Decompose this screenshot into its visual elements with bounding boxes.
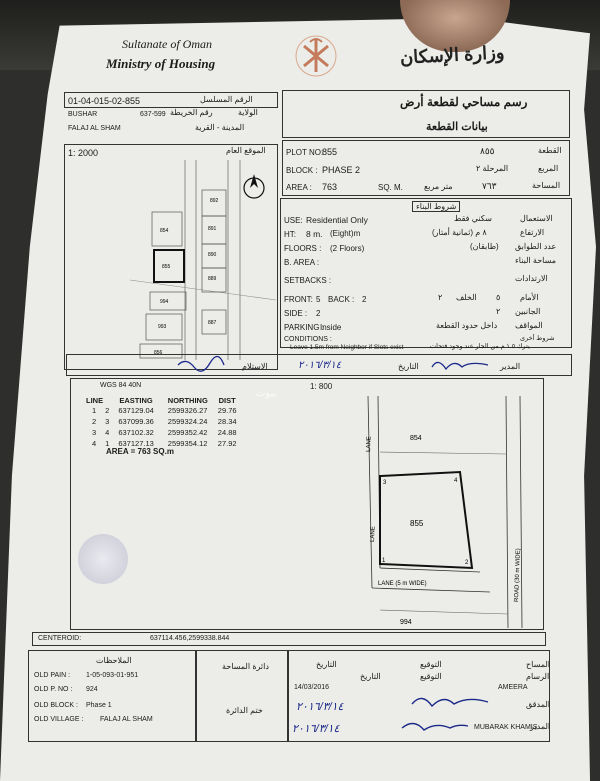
conditions-label: CONDITIONS : — [284, 336, 332, 343]
manager-label-ar: المدير — [500, 362, 521, 371]
location-plan-map — [130, 160, 276, 360]
col-easting: EASTING — [119, 396, 153, 405]
plot-854-label: 854 — [410, 435, 422, 442]
handwritten-date: ٢٠١٦/٣/١٤ — [298, 360, 342, 371]
front-label-ar: الأمام — [520, 293, 539, 302]
cell: 2599352.42 — [167, 428, 208, 437]
floors-label-ar: عدد الطوابق — [515, 242, 557, 251]
use-value: Residential Only — [306, 215, 368, 225]
back-label-ar: الخلف — [456, 293, 477, 302]
coordinates-table — [86, 396, 241, 449]
cell: 637099.36 — [118, 417, 154, 426]
height-label: HT: — [284, 230, 296, 239]
old-pno: 924 — [86, 686, 98, 693]
corner-3-label: 3 — [383, 480, 387, 486]
checker-label-ar: المدقق — [526, 700, 550, 709]
location-plot-label: 993 — [158, 324, 167, 330]
conditions-ar: يترك ١.٥ م من الجار عند وجود فتحات — [430, 343, 530, 350]
corner-4-label: 4 — [454, 478, 458, 484]
cell: 3 — [105, 417, 110, 426]
use-ar: سكني فقط — [454, 214, 492, 223]
seal-label-ar: ختم الدائرة — [226, 706, 263, 715]
floors-ar: (طابقان) — [470, 242, 499, 251]
serial-number: 01-04-015-02-855 — [68, 96, 141, 106]
org-line-2: Ministry of Housing — [106, 56, 216, 71]
area-unit-ar: متر مربع — [424, 182, 453, 191]
conditions-value: Leave 1.5m from Neighbor if Slots exist — [290, 344, 404, 351]
plot-no-label-ar: القطعة — [538, 146, 562, 155]
area-label: AREA : — [286, 183, 312, 192]
cell: 2599354.12 — [167, 439, 208, 448]
wilaya-ar: الولاية — [238, 108, 258, 117]
surveyor-sign-ar: التوقيع — [420, 660, 442, 669]
parking-label-ar: المواقف — [515, 321, 543, 330]
village-ar: المدينة - القرية — [195, 123, 245, 132]
survey-plot-drawing — [330, 392, 540, 628]
drafter-name: AMEERA — [498, 684, 528, 691]
cell: 2 — [105, 406, 110, 415]
handwritten-date-2: ٢٠١٦/٣/١٤ — [292, 723, 340, 735]
lane-bottom-label: LANE (5 m WIDE) — [378, 581, 427, 587]
location-plot-label: 889 — [208, 276, 217, 282]
area-value: 763 — [322, 182, 338, 192]
old-block-label: OLD BLOCK : — [34, 702, 78, 709]
block-ar: المرحلة ٢ — [476, 164, 509, 173]
notes-title-ar: الملاحظات — [96, 656, 132, 665]
location-plan-scale: 1: 2000 — [68, 148, 99, 158]
watermark-text: بيوت — [256, 388, 277, 399]
parking-value: Inside — [320, 323, 342, 332]
map-ref-ar: رقم الخريطة — [170, 108, 213, 117]
table-header-row — [86, 396, 241, 405]
location-plan-title-ar: الموقع العام — [226, 146, 266, 155]
serial-label-ar: الرقم المسلسل — [200, 95, 253, 104]
manager-name: MUBARAK KHAMIS — [474, 724, 538, 731]
road-label: ROAD (30 m WIDE) — [514, 548, 522, 603]
table-row — [86, 427, 241, 438]
height-value: 8 m. — [306, 229, 323, 239]
surveyor-label-ar: المساح — [526, 660, 551, 669]
location-plot-label: 854 — [160, 228, 169, 234]
manager-label-ar-bottom: المدير — [530, 722, 551, 731]
back-label: BACK : — [328, 295, 355, 304]
location-plot-label: 890 — [208, 252, 217, 258]
ministry-arabic-logo: وزارة الإسكان — [399, 42, 505, 68]
checker-signature — [410, 690, 490, 714]
block-label: BLOCK : — [286, 166, 318, 175]
handwritten-signature-1 — [176, 355, 226, 373]
old-pno-label: OLD P. NO : — [34, 686, 73, 693]
cell: 637127.13 — [118, 439, 154, 448]
old-village-label: OLD VILLAGE : — [34, 716, 84, 723]
area-unit: SQ. M. — [378, 183, 403, 192]
floors-label: FLOORS : — [284, 244, 322, 253]
plot-no: 855 — [322, 147, 338, 157]
col-northing: NORTHING — [167, 396, 208, 405]
old-village: FALAJ AL SHAM — [100, 716, 153, 723]
cell: 1 — [92, 406, 97, 415]
conditions-title-ar: شروط البناء — [412, 201, 460, 212]
back-value: 2 — [362, 295, 367, 304]
height-words: (Eight)m — [330, 229, 361, 238]
datum-label: WGS 84 40N — [100, 382, 142, 389]
use-label: USE: — [284, 216, 303, 225]
lane-top-label: LANE — [366, 436, 373, 453]
drafter-date: 14/03/2016 — [294, 684, 330, 691]
location-plot-label: 856 — [154, 350, 163, 356]
survey-scale: 1: 800 — [310, 382, 333, 391]
col-line: LINE — [86, 396, 104, 405]
plot-no-label: PLOT NO: — [286, 148, 324, 157]
height-ar: ٨ م (ثمانية أمتار) — [432, 228, 487, 237]
parking-ar: داخل حدود القطعة — [436, 321, 498, 330]
survey-circle-ar: دائرة المساحة — [222, 662, 269, 671]
location-plot-label: 994 — [160, 299, 169, 305]
map-ref: 637-599 — [140, 111, 166, 118]
corner-2-label: 2 — [465, 560, 469, 566]
building-area-label: B. AREA : — [284, 258, 320, 267]
cell: 637102.32 — [118, 428, 154, 437]
front-label: FRONT: — [284, 295, 313, 304]
col-dist: DIST — [218, 396, 236, 405]
holographic-seal — [78, 534, 128, 584]
cell: 28.34 — [217, 417, 237, 426]
plot-855-boundary — [380, 472, 472, 568]
conditions-label-ar: شروط أخرى — [520, 335, 555, 342]
title-ar: رسم مساحي لقطعة أرض — [400, 95, 528, 109]
table-row — [86, 416, 241, 427]
cell: 637129.04 — [118, 406, 154, 415]
cell: 4 — [92, 439, 97, 448]
side-label-ar: الجانبين — [515, 307, 541, 316]
location-plot-label: 892 — [210, 198, 219, 204]
old-pain: 1-05-093-01-951 — [86, 672, 139, 679]
cell: 3 — [92, 428, 97, 437]
old-block: Phase 1 — [86, 702, 112, 709]
cell: 2599326.27 — [167, 406, 208, 415]
setbacks-label-ar: الارتدادات — [515, 274, 548, 283]
location-plot-label: 887 — [208, 320, 217, 326]
side-label: SIDE : — [284, 309, 308, 318]
use-label-ar: الاستعمال — [520, 214, 553, 223]
lane-left-label: LANE — [370, 526, 377, 543]
centroid-label: CENTEROID: — [38, 635, 82, 642]
centroid-box — [32, 632, 546, 646]
wilaya-en: BUSHAR — [68, 111, 98, 118]
back-ar: ٢ — [438, 293, 443, 302]
front-ar: ٥ — [496, 293, 501, 302]
table-row — [86, 405, 241, 416]
cell: 2599324.24 — [167, 417, 208, 426]
old-pain-label: OLD PAIN : — [34, 672, 71, 679]
north-arrow-icon — [244, 174, 264, 198]
cell: 24.88 — [217, 428, 237, 437]
plot-no-ar: ٨٥٥ — [480, 146, 495, 156]
cell: 2 — [92, 417, 97, 426]
handwritten-signature-2 — [430, 355, 490, 375]
cell: 27.92 — [217, 439, 237, 448]
corner-1-label: 1 — [382, 558, 386, 564]
drafter-sign-ar: التوقيع — [420, 672, 442, 681]
cell: 29.76 — [217, 406, 237, 415]
handwritten-date-1: ٢٠١٦/٣/١٤ — [296, 701, 344, 713]
manager-signature — [400, 716, 470, 736]
drafter-date-ar: التاريخ — [360, 672, 381, 681]
area-label-ar: المساحة — [532, 181, 561, 190]
drafter-label-ar: الرسام — [526, 672, 550, 681]
area-ar: ٧٦٣ — [482, 181, 497, 191]
village-en: FALAJ AL SHAM — [68, 125, 121, 132]
floors-value: (2 Floors) — [330, 244, 365, 253]
cell: 4 — [105, 428, 110, 437]
subtitle-ar: بيانات القطعة — [426, 121, 488, 133]
signature-label-ar: الاستلام — [242, 362, 268, 371]
location-plot-label: 891 — [208, 226, 217, 232]
setbacks-label: SETBACKS : — [284, 276, 332, 285]
centroid-value: 637114.456,2599338.844 — [150, 635, 230, 642]
block-value: PHASE 2 — [322, 165, 361, 175]
height-label-ar: الارتفاع — [520, 228, 545, 237]
plot-855-label: 855 — [410, 519, 424, 528]
building-area-label-ar: مساحة البناء — [515, 256, 557, 265]
side-value: 2 — [316, 309, 321, 318]
parking-label: PARKING : — [284, 323, 324, 332]
side-ar: ٢ — [496, 307, 501, 316]
location-plot-label: 855 — [162, 264, 171, 270]
cell: 1 — [105, 439, 110, 448]
total-area: AREA = 763 SQ.m — [106, 447, 174, 456]
plot-994-label: 994 — [400, 619, 412, 626]
date-label-ar: التاريخ — [398, 362, 419, 371]
front-value: 5 — [316, 295, 321, 304]
block-label-ar: المربع — [538, 164, 559, 173]
oman-emblem-icon — [292, 32, 340, 80]
surveyor-date-ar: التاريخ — [316, 660, 337, 669]
org-line-1: Sultanate of Oman — [122, 37, 212, 51]
